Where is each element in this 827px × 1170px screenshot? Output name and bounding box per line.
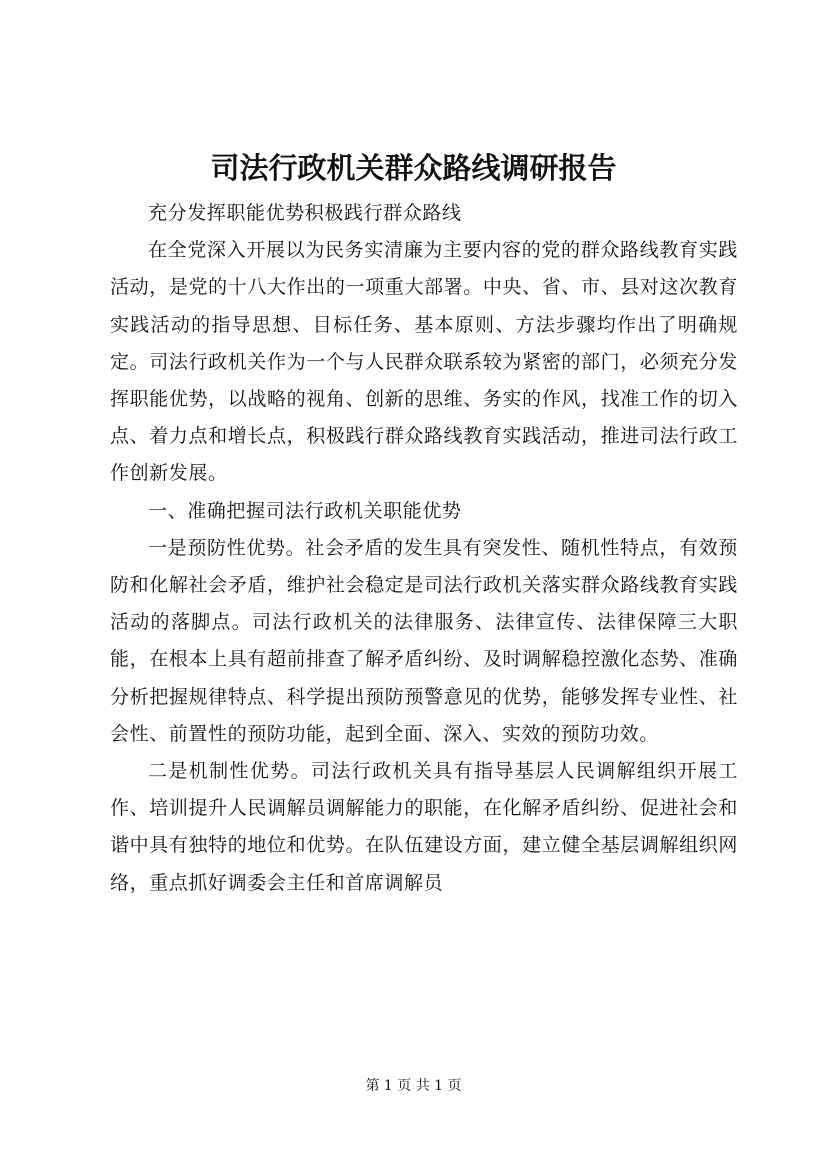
body-paragraph: 二是机制性优势。司法行政机关具有指导基层人民调解组织开展工作、培训提升人民调解员调解能力的职能，在化解矛盾纠纷、促进社会和谐中具有独特的地位和优势。在队伍建设方面，建立健全基层调解组织网络，重点抓好调委会主任和首席调解员 <box>110 760 738 894</box>
section-heading: 一、准确把握司法行政机关职能优势 <box>148 499 462 522</box>
page-footer: 第 1 页 共 1 页 <box>365 1078 462 1094</box>
intro-paragraph: 在全党深入开展以为民务实清廉为主要内容的党的群众路线教育实践活动，是党的十八大作出的一项重大部署。中央、省、市、县对这次教育实践活动的指导思想、目标任务、基本原则、方法步骤均作出了明确规定。司法行政机关作为一个与人民群众联系较为紧密的部门，必须充分发挥职能优势，以战略的视角、创新的思维、务实的作风，找准工作的切入点、着力点和增长点，积极践行群众路线教育实践活动，推进司法行政工作创新发展。 <box>110 239 738 485</box>
document-title: 司法行政机关群众路线调研报告 <box>210 151 617 185</box>
subtitle-paragraph: 充分发挥职能优势积极践行群众路线 <box>148 202 462 224</box>
document-body <box>110 195 738 902</box>
body-paragraph: 一是预防性优势。社会矛盾的发生具有突发性、随机性特点，有效预防和化解社会矛盾，维护社会稳定是司法行政机关落实群众路线教育实践活动的落脚点。司法行政机关的法律服务、法律宣传、法律保障三大职能，在根本上具有超前排查了解矛盾纠纷、及时调解稳控激化态势、准确分析把握规律特点、科学提出预防预警意见的优势，能够发挥专业性、社会性、前置性的预防功能，起到全面、深入、实效的预防功效。 <box>110 536 738 745</box>
